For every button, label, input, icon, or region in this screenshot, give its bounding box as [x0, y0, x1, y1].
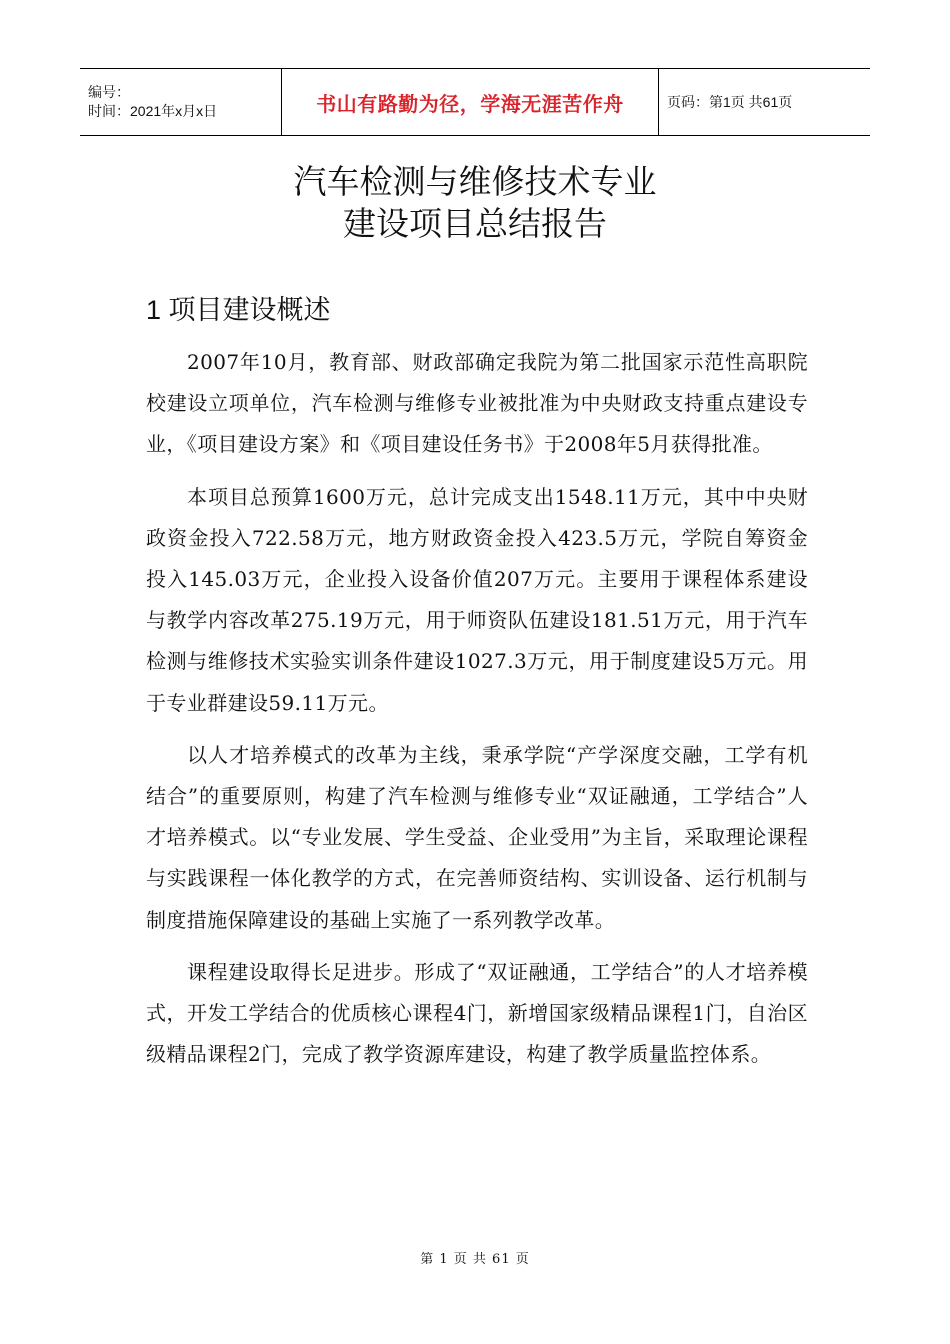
motto-text: 书山有路勤为径，学海无涯苦作舟 — [316, 93, 624, 116]
document-header — [80, 68, 870, 136]
document-title-line1: 汽车检测与维修技术专业 — [293, 163, 657, 200]
number-label: 编号： — [88, 84, 130, 100]
page-info-cell — [659, 69, 870, 135]
page-label: 页码：第1页 共61页 — [667, 94, 793, 110]
paragraph: 2007年10月，教育部、财政部确定我院为第二批国家示范性高职院校建设立项单位，汽车检测与维修专业被批准为中央财政支持重点建设专业，《项目建设方案》和《项目建设任务书》于2008年5月获得批准。 — [146, 350, 808, 457]
paragraph: 以人才培养模式的改革为主线，秉承学院“产学深度交融，工学有机结合”的重要原则，构建了汽车检测与维修专业“双证融通，工学结合”人才培养模式。以“专业发展、学生受益、企业受用”为主旨，采取理论课程与实践课程一体化教学的方式，在完善师资结构、实训设备、运行机制与制度措施保障建设的基础上实施了一系列教学改革。 — [146, 742, 808, 932]
header-info-cell — [80, 69, 282, 135]
time-label: 时间：2021年x月x日 — [88, 103, 218, 119]
paragraph: 本项目总预算1600万元，总计完成支出1548.11万元，其中中央财政资金投入722.58万元，地方财政资金投入423.5万元，学院自筹资金投入145.03万元，企业投入设备价值207万元。主要用于课程体系建设与教学内容改革275.19万元，用于师资队伍建设181.51万元，用于汽车检测与维修技术实验实训条件建设1027.3万元，用于制度建设5万元。用于专业群建设59.11万元。 — [146, 484, 808, 715]
document-body — [146, 342, 808, 1086]
document-title-line2: 建设项目总结报告 — [343, 205, 607, 242]
section-heading: 1 项目建设概述 — [146, 295, 331, 325]
page-footer: 第 1 页 共 61 页 — [420, 1252, 530, 1267]
paragraph: 课程建设取得长足进步。形成了“双证融通，工学结合”的人才培养模式，开发工学结合的优质核心课程4门，新增国家级精品课程1门，自治区级精品课程2门，完成了教学资源库建设，构建了教学质量监控体系。 — [146, 959, 808, 1067]
motto-cell — [282, 69, 659, 135]
